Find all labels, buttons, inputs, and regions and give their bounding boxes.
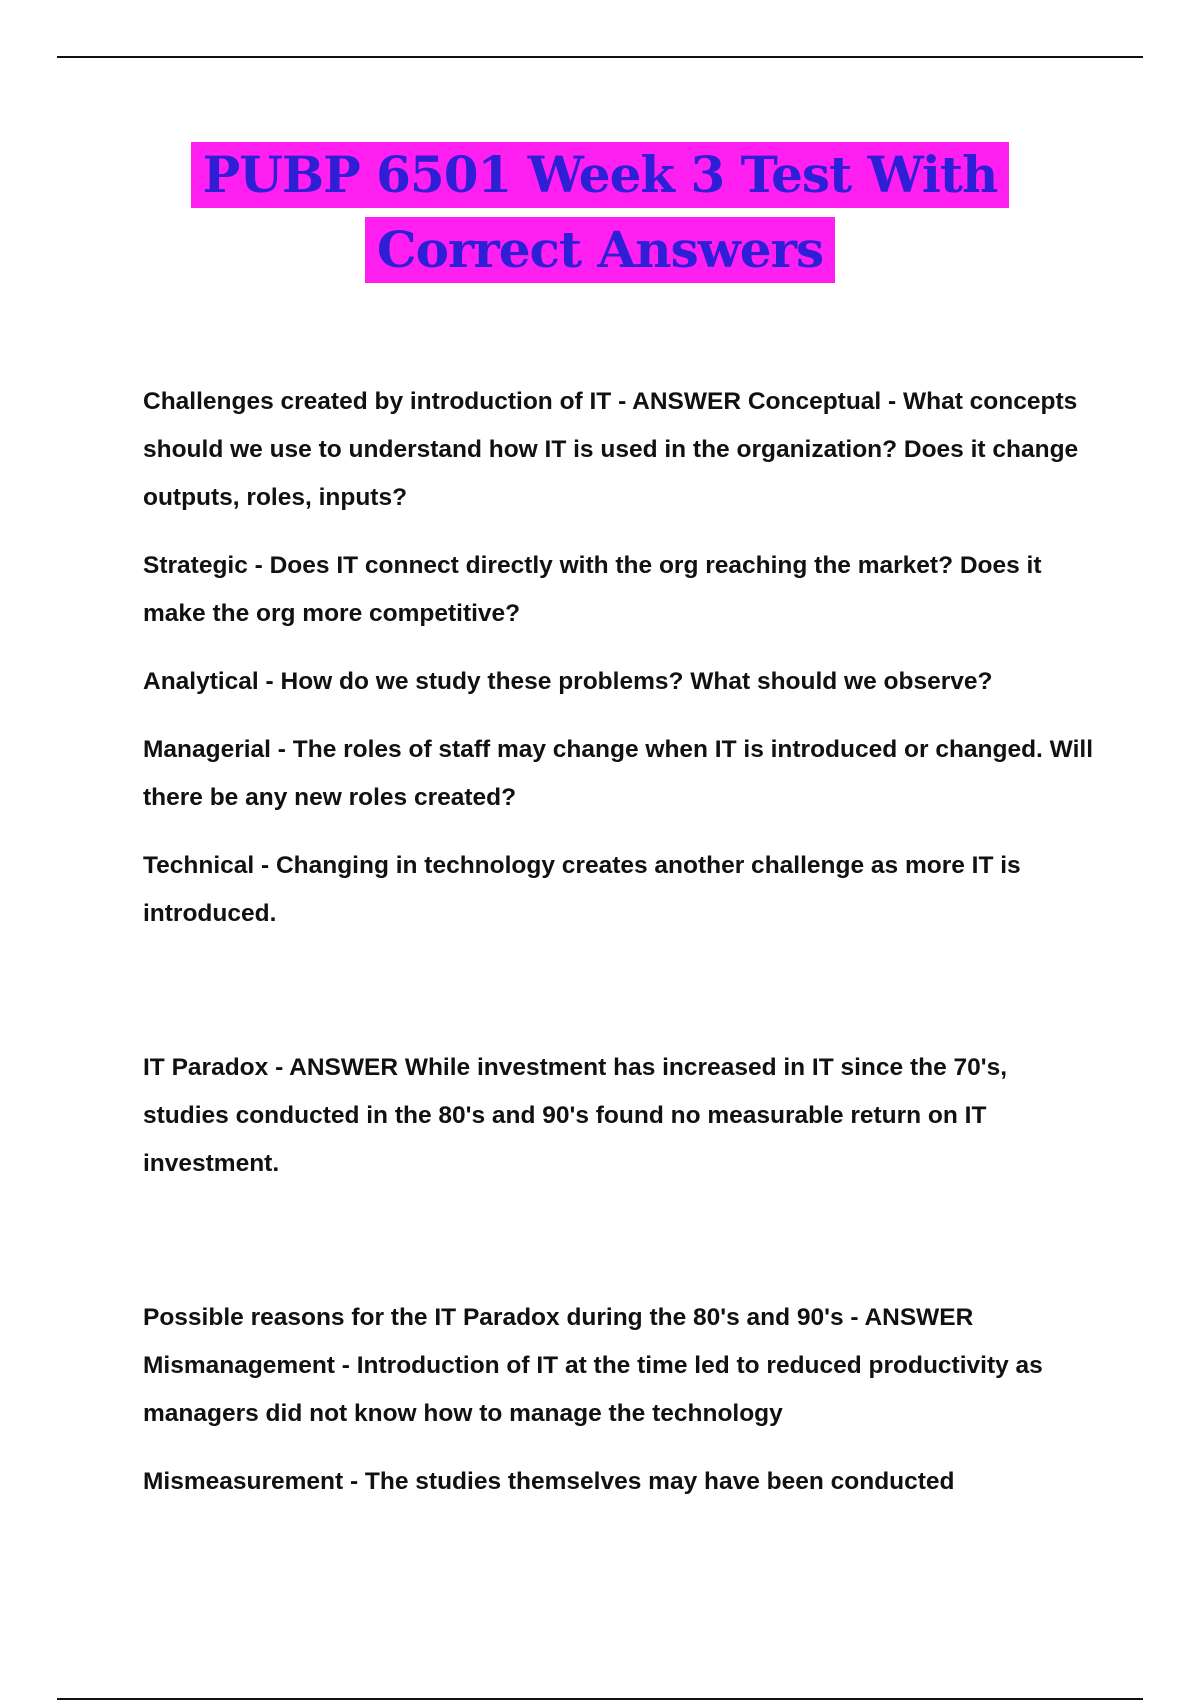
qa-content [143, 378, 1093, 1526]
title-line-1: PUBP 6501 Week 3 Test With [191, 142, 1010, 208]
document-title [0, 142, 1200, 292]
qa-paragraph: Mismeasurement - The studies themselves may have been conducted [143, 1468, 955, 1495]
title-line-2: Correct Answers [365, 217, 835, 283]
qa-paragraph: Technical - Changing in technology creates another challenge as more IT is introduced. [143, 852, 1021, 927]
qa-paragraph: Analytical - How do we study these problems? What should we observe? [143, 668, 993, 695]
qa-item-possible-reasons [143, 1294, 1093, 1506]
qa-paragraph: Managerial - The roles of staff may change when IT is introduced or changed. Will there be any new roles created? [143, 736, 1093, 811]
qa-paragraph: Challenges created by introduction of IT - ANSWER Conceptual - What concepts should we use to understand how IT is used in the organization? Does it change outputs, roles, inputs? [143, 388, 1079, 511]
qa-item-challenges [143, 378, 1093, 938]
spacer [143, 1208, 1093, 1294]
spacer [143, 958, 1093, 1044]
qa-paragraph: Possible reasons for the IT Paradox during the 80's and 90's - ANSWER Mismanagement - Introduction of IT at the time led to reduced productivity as managers did not know how to manage the technology [143, 1304, 1043, 1427]
top-rule [57, 56, 1143, 58]
qa-item-it-paradox [143, 1044, 1093, 1188]
qa-paragraph: Strategic - Does IT connect directly with the org reaching the market? Does it make the org more competitive? [143, 552, 1042, 627]
qa-paragraph: IT Paradox - ANSWER While investment has increased in IT since the 70's, studies conducted in the 80's and 90's found no measurable return on IT investment. [143, 1054, 1008, 1177]
